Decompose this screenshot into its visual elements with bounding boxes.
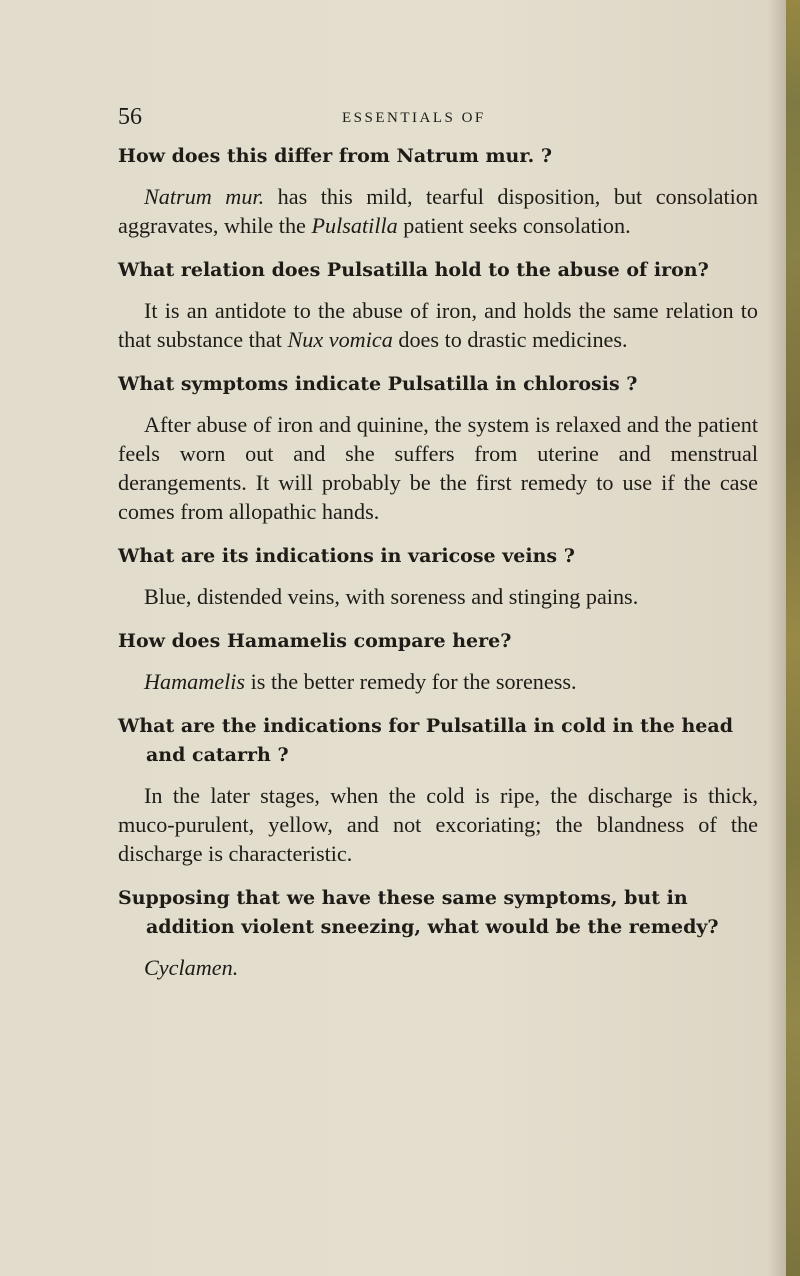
- answer-text: does to drastic medicines.: [392, 327, 628, 352]
- answer-text: has this mild, tearful disposition, but consolation aggravates, while the: [118, 184, 758, 238]
- spacer: [118, 770, 758, 781]
- answer-text: It is an antidote to the abuse of iron, and holds the same relation to that substance that: [118, 298, 758, 352]
- answer: [118, 582, 758, 611]
- answer: [118, 781, 758, 868]
- question: How does this differ from Natrum mur. ?: [118, 145, 553, 167]
- page-edge: [786, 0, 800, 1276]
- spacer: [118, 942, 758, 953]
- answer-text: In the later stages, when the cold is ripe, the discharge is thick, muco-purulent, yellow, and not excoriating; the blandness of the discharge is characteristic.: [118, 783, 758, 866]
- running-head: ESSENTIALS OF: [342, 110, 486, 126]
- answer: [118, 953, 758, 982]
- answer: [118, 667, 758, 696]
- question: What are the indications for Pulsatilla in cold in the head and catarrh ?: [118, 715, 733, 766]
- spacer: [118, 285, 758, 296]
- italic-text: Cyclamen.: [144, 955, 239, 980]
- italic-text: Pulsatilla: [311, 213, 398, 238]
- question: What are its indications in varicose veins ?: [118, 545, 575, 567]
- question: Supposing that we have these same symptoms, but in addition violent sneezing, what would be the remedy?: [118, 887, 719, 938]
- spacer: [118, 399, 758, 410]
- answer: [118, 410, 758, 526]
- spacer: [118, 656, 758, 667]
- question: How does Hamamelis compare here?: [118, 630, 512, 652]
- page-edge-shadow: [768, 0, 786, 1276]
- answer: [118, 182, 758, 240]
- italic-text: Nux vomica: [287, 327, 393, 352]
- page-number: 56: [118, 104, 142, 130]
- spacer: [118, 571, 758, 582]
- answer-text: patient seeks consolation.: [397, 213, 631, 238]
- answer: [118, 296, 758, 354]
- question: What relation does Pulsatilla hold to the abuse of iron?: [118, 259, 709, 281]
- answer-text: is the better remedy for the soreness.: [245, 669, 577, 694]
- spacer: [118, 171, 758, 182]
- answer-text: After abuse of iron and quinine, the system is relaxed and the patient feels worn out and she suffers from uterine and menstrual derangements. It will probably be the first remedy to use if the case comes from allopathic hands.: [118, 412, 758, 524]
- italic-text: Hamamelis: [144, 669, 246, 694]
- page-header: [118, 104, 758, 134]
- page-content: [118, 142, 758, 982]
- question: What symptoms indicate Pulsatilla in chlorosis ?: [118, 373, 638, 395]
- answer-text: Blue, distended veins, with soreness and stinging pains.: [144, 584, 639, 609]
- italic-text: Natrum mur.: [144, 184, 265, 209]
